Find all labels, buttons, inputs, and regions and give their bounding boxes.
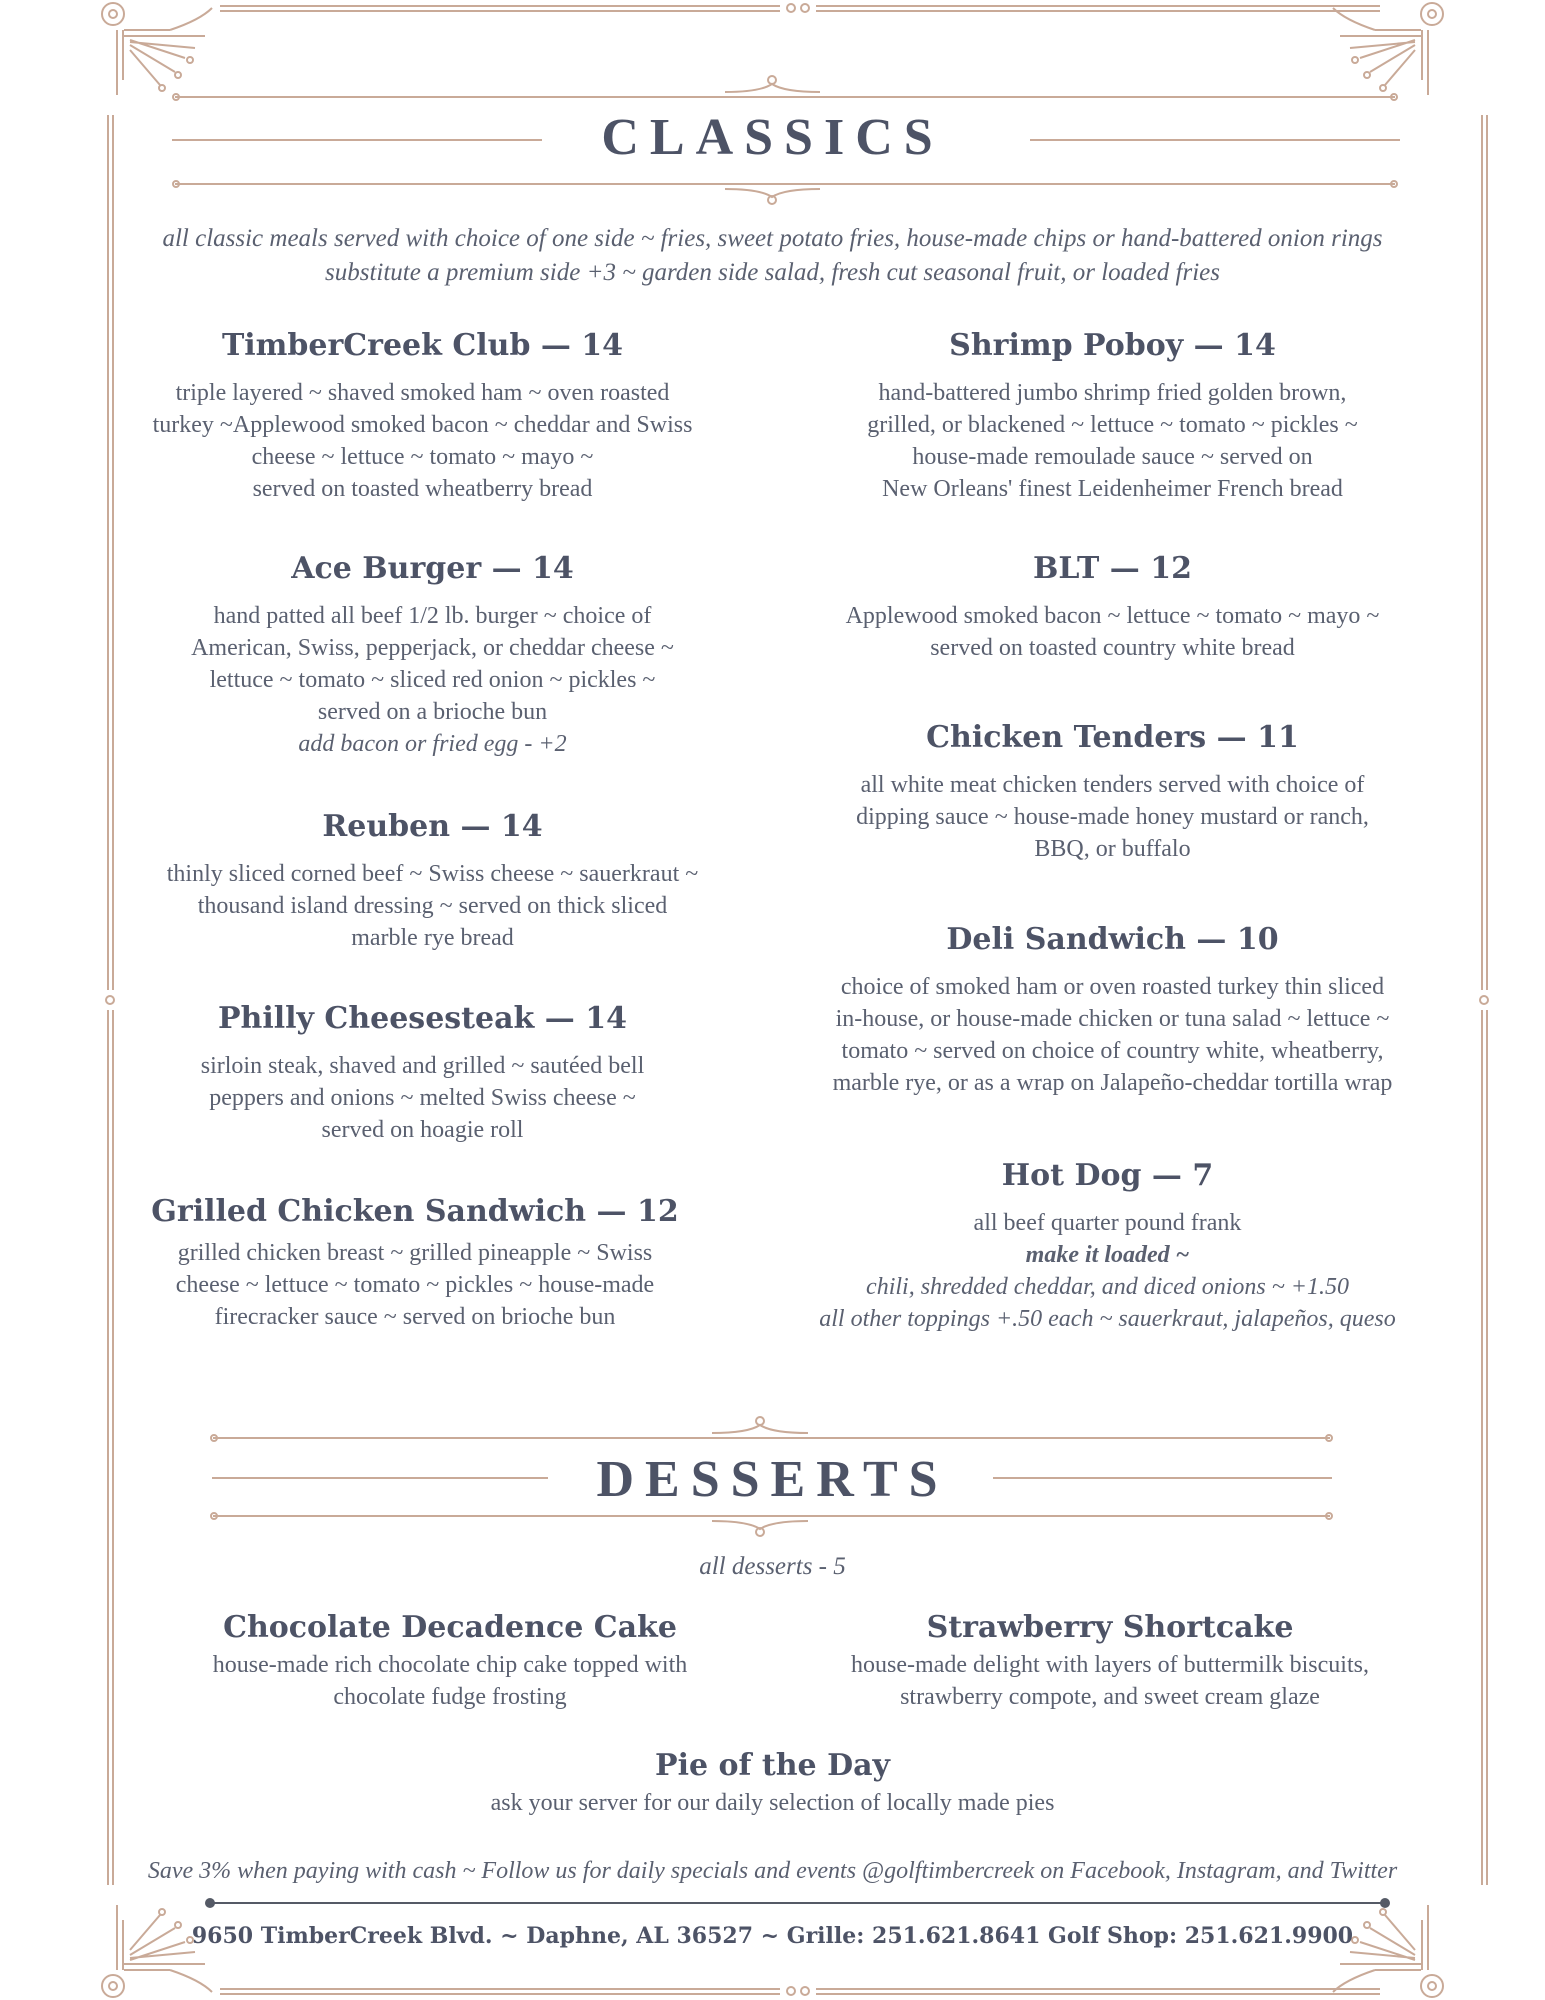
menu-item-description: thinly sliced corned beef ~ Swiss cheese ~ sauerkraut ~ thousand island dressing ~ served on thick sliced marble rye bread	[166, 861, 699, 951]
menu-item-reuben	[110, 809, 755, 954]
desserts-title: DESSERTS	[596, 1451, 949, 1508]
menu-item-hot-dog	[785, 1158, 1430, 1335]
desserts-price-note: all desserts - 5	[699, 1553, 846, 1580]
menu-item-title: Grilled Chicken Sandwich — 12	[151, 1194, 679, 1229]
menu-item-description: hand patted all beef 1/2 lb. burger ~ choice of American, Swiss, pepperjack, or cheddar cheese ~ lettuce ~ tomato ~ sliced red onion ~ pickles ~ served on a brioche bun	[191, 603, 674, 725]
menu-item-title: TimberCreek Club — 14	[221, 328, 624, 363]
menu-item-description: triple layered ~ shaved smoked ham ~ oven roasted turkey ~Applewood smoked bacon ~ cheddar and Swiss cheese ~ lettuce ~ tomato ~ mayo ~ served on toasted wheatberry bread	[152, 380, 693, 502]
menu-item-description: sirloin steak, shaved and grilled ~ sautéed bell peppers and onions ~ melted Swiss cheese ~ served on hoagie roll	[200, 1053, 645, 1143]
footer-address: 9650 TimberCreek Blvd. ~ Daphne, AL 36527 ~ Grille: 251.621.8641 Golf Shop: 251.621.9900	[191, 1923, 1354, 1949]
menu-item-title: Shrimp Poboy — 14	[949, 328, 1276, 363]
menu-item-chicken-tenders	[790, 720, 1435, 865]
menu-item-blt	[790, 551, 1435, 664]
menu-item-title: Deli Sandwich — 10	[946, 922, 1279, 957]
menu-item-other-toppings: all other toppings +.50 each ~ sauerkraut, jalapeños, queso	[819, 1306, 1396, 1332]
menu-item-description: grilled chicken breast ~ grilled pineapple ~ Swiss cheese ~ lettuce ~ tomato ~ pickles ~ house-made firecracker sauce ~ served on brioche bun	[175, 1240, 655, 1330]
footer-promo: Save 3% when paying with cash ~ Follow us for daily specials and events @golftimbercreek on Facebook, Instagram, and Twitter	[147, 1858, 1398, 1884]
menu-item-description: all beef quarter pound frank	[973, 1210, 1242, 1236]
menu-item-loaded-label	[785, 1239, 1430, 1271]
dessert-description: house-made rich chocolate chip cake topped with chocolate fudge frosting	[212, 1652, 688, 1710]
dessert-description: house-made delight with layers of buttermilk biscuits, strawberry compote, and sweet cream glaze	[851, 1652, 1369, 1710]
menu-item-addon: add bacon or fried egg - +2	[298, 731, 567, 757]
dessert-pie-of-the-day	[220, 1748, 1325, 1819]
classics-title: CLASSICS	[601, 109, 944, 166]
menu-item-shrimp-poboy	[790, 328, 1435, 505]
corner-ornament-bottom-right	[1333, 1905, 1443, 1997]
menu-item-description: Applewood smoked bacon ~ lettuce ~ tomato ~ mayo ~ served on toasted country white bread	[845, 603, 1380, 661]
menu-item-description: choice of smoked ham or oven roasted turkey thin sliced in-house, or house-made chicken or tuna salad ~ lettuce ~ tomato ~ served on choice of country white, wheatberry, marble rye, or as a wrap on Jalapeño-cheddar tortilla wrap	[832, 974, 1393, 1096]
menu-item-title: Chicken Tenders — 11	[926, 720, 1299, 755]
dessert-chocolate-decadence-cake	[130, 1610, 770, 1713]
corner-ornament-bottom-left	[102, 1905, 212, 1997]
menu-item-title: BLT — 12	[1033, 551, 1192, 586]
classics-intro-sides: all classic meals served with choice of one side ~ fries, sweet potato fries, house-made chips or hand-battered onion rings	[162, 225, 1383, 252]
footer-divider	[206, 1899, 1389, 1907]
dessert-title: Chocolate Decadence Cake	[223, 1610, 677, 1645]
classics-intro-premium: substitute a premium side +3 ~ garden side salad, fresh cut seasonal fruit, or loaded fries	[325, 259, 1220, 286]
menu-item-deli-sandwich	[785, 922, 1440, 1099]
menu-item-description: hand-battered jumbo shrimp fried golden brown, grilled, or blackened ~ lettuce ~ tomato ~ pickles ~ house-made remoulade sauce ~ served on New Orleans' finest Leidenheimer French bread	[867, 380, 1358, 502]
dessert-title: Strawberry Shortcake	[926, 1610, 1294, 1645]
dessert-title: Pie of the Day	[655, 1748, 890, 1783]
dessert-strawberry-shortcake	[790, 1610, 1430, 1713]
menu-item-title: Ace Burger — 14	[291, 551, 574, 586]
menu-item-ace-burger	[110, 551, 755, 760]
menu-item-title: Philly Cheesesteak — 14	[218, 1001, 627, 1036]
dessert-description: ask your server for our daily selection of locally made pies	[490, 1790, 1055, 1816]
menu-item-grilled-chicken-sandwich	[110, 1194, 720, 1333]
menu-item-description: all white meat chicken tenders served with choice of dipping sauce ~ house-made honey mustard or ranch, BBQ, or buffalo	[856, 772, 1369, 862]
menu-item-title: Hot Dog — 7	[1001, 1158, 1214, 1193]
menu-item-philly-cheesesteak	[110, 1001, 735, 1146]
menu-item-timbercreek-club	[110, 328, 735, 505]
corner-ornament-top-left	[102, 3, 212, 95]
menu-item-loaded-toppings: chili, shredded cheddar, and diced onions ~ +1.50	[866, 1274, 1349, 1300]
loaded-label-text: make it loaded ~	[1025, 1242, 1190, 1268]
menu-item-title: Reuben — 14	[322, 809, 543, 844]
corner-ornament-top-right	[1333, 3, 1443, 95]
